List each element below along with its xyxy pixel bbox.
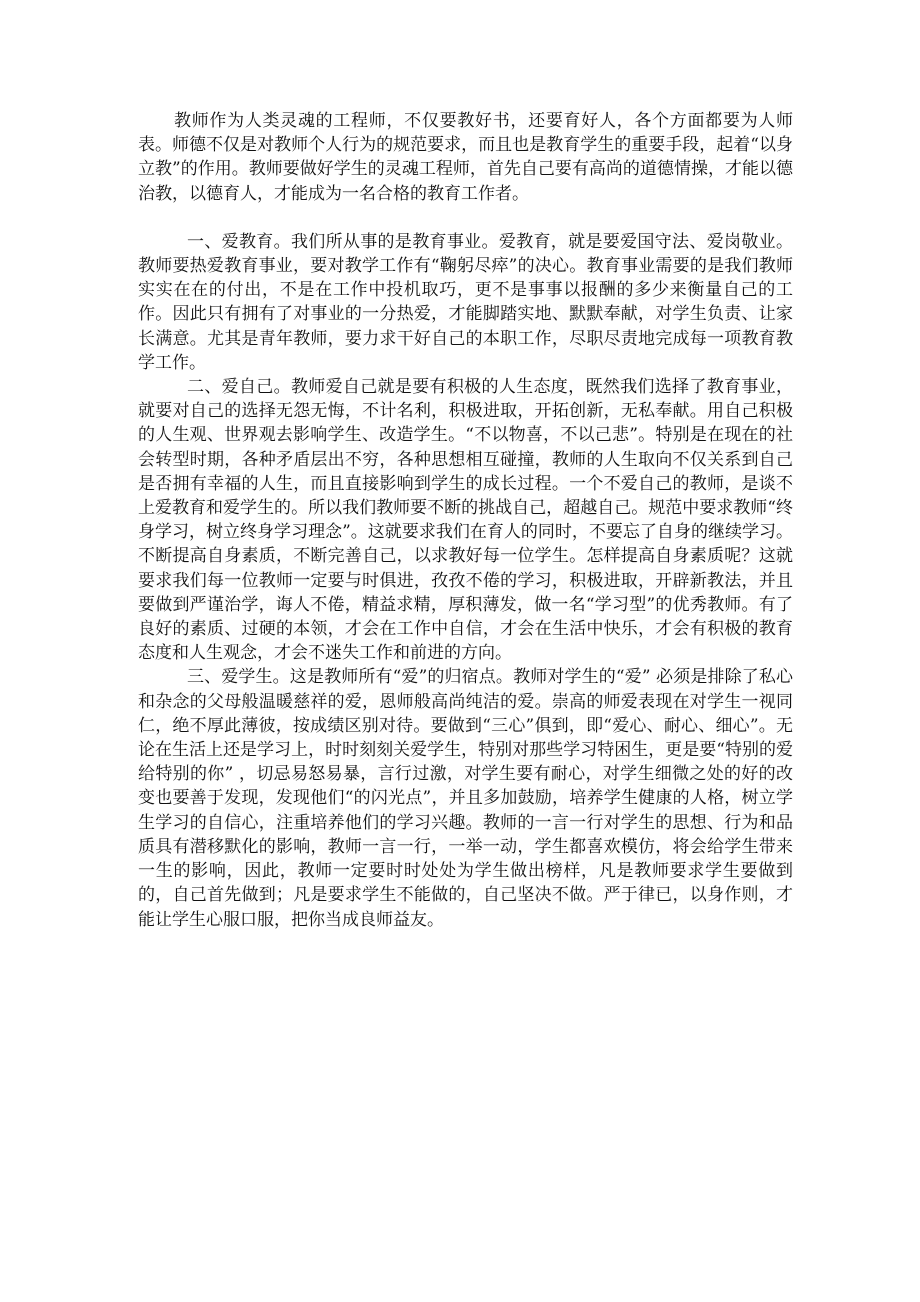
section-love-students: 三、爱学生。这是教师所有“爱”的归宿点。教师对学生的“爱” 必须是排除了私心和杂念的父母般温暖慈祥的爱，恩师般高尚纯洁的爱。崇高的师爱表现在对学生一视同仁，绝不厚此薄彼，按成绩区别对待。要做到“三心”俱到，即“爱心、耐心、细心”。无论在生活上还是学习上，时时刻刻关爱学生，特别对那些学习特困生，更是要“特别的爱给特别的你” ，切忌易怒易暴，言行过激，对学生要有耐心，对学生细微之处的好的改变也要善于发现，发现他们“的闪光点”，并且多加鼓励，培养学生健康的人格，树立学生学习的自信心，注重培养他们的学习兴趣。教师的一言一行对学生的思想、行为和品质具有潜移默化的影响，教师一言一行，一举一动，学生都喜欢模仿，将会给学生带来一生的影响，因此，教师一定要时时处处为学生做出榜样，凡是教师要求学生要做到的，自己首先做到；凡是要求学生不能做的，自己坚决不做。严于律已，以身作则，才能让学生心服口服，把你当成良师益友。 <box>138 667 793 930</box>
document-body <box>138 109 793 932</box>
section-love-self: 二、爱自己。教师爱自己就是要有积极的人生态度，既然我们选择了教育事业，就要对自己的选择无怨无悔，不计名利，积极进取，开拓创新，无私奉献。用自己积极的人生观、世界观去影响学生、改造学生。“不以物喜，不以己悲”。特别是在现在的社会转型时期，各种矛盾层出不穷，各种思想相互碰撞，教师的人生取向不仅关系到自己是否拥有幸福的人生，而且直接影响到学生的成长过程。一个不爱自己的教师，是谈不上爱教育和爱学生的。所以我们教师要不断的挑战自己，超越自己。规范中要求教师“终身学习，树立终身学习理念”。这就要求我们在育人的同时，不要忘了自身的继续学习。不断提高自身素质，不断完善自己，以求教好每一位学生。怎样提高自身素质呢？这就要求我们每一位教师一定要与时俱进，孜孜不倦的学习，积极进取，开辟新教法，并且要做到严谨治学，诲人不倦，精益求精，厚积薄发，做一名“学习型”的优秀教师。有了良好的素质、过硬的本领，才会在工作中自信，才会在生活中快乐，才会有积极的教育态度和人生观念，才会不迷失工作和前进的方向。 <box>138 377 793 664</box>
paragraph-gap <box>138 206 793 230</box>
section-love-education: 一、爱教育。我们所从事的是教育事业。爱教育，就是要爱国守法、爱岗敬业。教师要热爱教育事业，要对教学工作有“鞠躬尽瘁”的决心。教育事业需要的是我们教师实实在在的付出，不是在工作中投机取巧，更不是事事以报酬的多少来衡量自己的工作。因此只有拥有了对事业的一分热爱，才能脚踏实地、默默奉献，对学生负责、让家长满意。尤其是青年教师，要力求干好自己的本职工作，尽职尽责地完成每一项教育教学工作。 <box>138 231 793 373</box>
intro-paragraph: 教师作为人类灵魂的工程师，不仅要教好书，还要育好人，各个方面都要为人师表。师德不仅是对教师个人行为的规范要求，而且也是教育学生的重要手段，起着“以身立教”的作用。教师要做好学生的灵魂工程师，首先自己要有高尚的道德情操，才能以德治教，以德育人，才能成为一名合格的教育工作者。 <box>138 111 793 204</box>
